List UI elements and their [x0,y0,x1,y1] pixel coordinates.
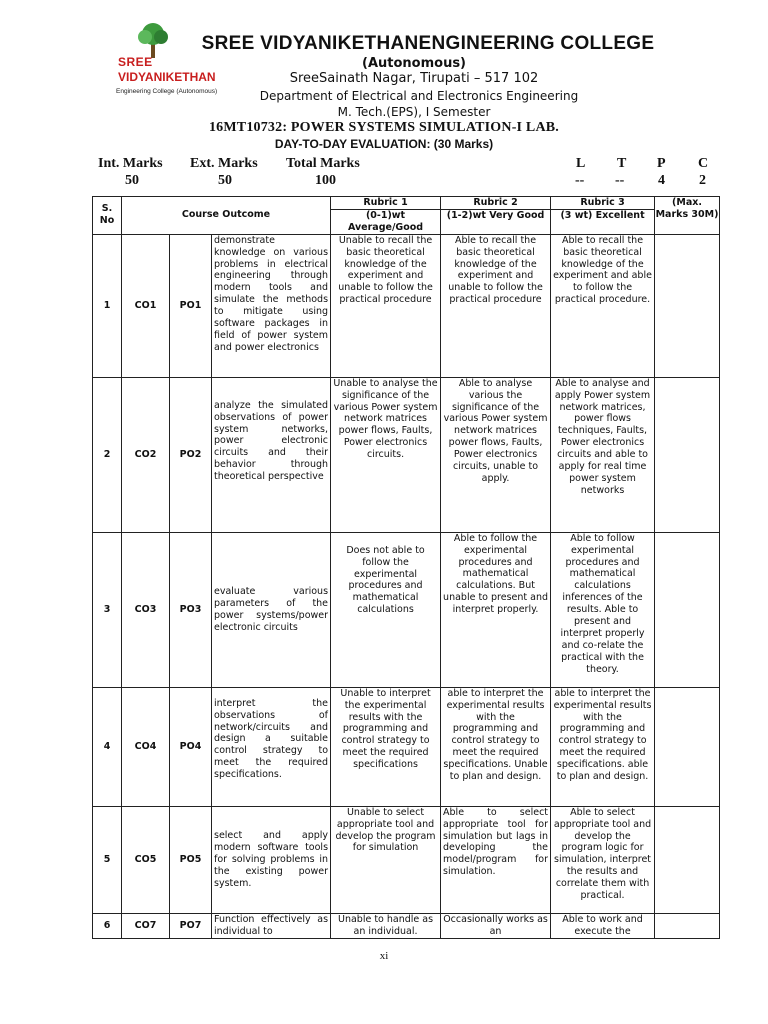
t-label: T [617,156,627,171]
p-label: P [657,156,666,171]
rubric-table [92,196,720,939]
outcome-cell: demonstrate knowledge on various problems in electrical engineering through modern tools and simulate the methods to mitigate using software packages in field of power system and power electronics [212,234,331,377]
max-marks-cell [655,234,720,377]
rubric1-cell: Does not able to follow the experimental procedures and mathematical calculations [331,532,441,687]
co-cell: CO1 [122,234,170,377]
semester-label: M. Tech.(EPS), I Semester [337,105,491,119]
rubric2-header [441,197,551,235]
max-marks-cell [655,687,720,806]
rubric1-cell: Unable to analyse the significance of the various Power system network matrices power flows, Faults, Power electronics circuits. [331,377,441,532]
rubric2-cell: able to interpret the experimental results with the programming and control strategy to meet the required specifications. Unable to plan and design. [441,687,551,806]
l-value: -- [575,173,585,188]
evaluation-title: DAY-TO-DAY EVALUATION: (30 Marks) [274,137,494,151]
college-address: SreeSainath Nagar, Tirupati – 517 102 [289,71,539,86]
rubric2-cell: Able to recall the basic theoretical knowledge of the experiment and unable to follow the practical procedure [441,234,551,377]
department-name: Department of Electrical and Electronics Engineering [259,89,579,103]
int-marks-value: 50 [125,173,139,188]
rubric3-cell: Able to recall the basic theoretical knowledge of the experiment and able to follow the practical procedure. [551,234,655,377]
rubric2-cell: Occasionally works as an [441,913,551,938]
ext-marks-label: Ext. Marks [190,156,258,171]
rubric1-cell: Unable to interpret the experimental results with the programming and control strategy to meet the required specifications [331,687,441,806]
ext-marks-value: 50 [218,173,232,188]
sno-cell: 3 [93,532,122,687]
logo-subtext: Engineering College (Autonomous) [116,88,218,95]
table-header-row [93,197,720,235]
table-row [93,913,720,938]
int-marks-label: Int. Marks [98,156,163,171]
po-cell: PO4 [170,687,212,806]
outcome-cell: interpret the observations of network/circuits and design a suitable control strategy to meet the required specifications. [212,687,331,806]
sno-cell: 5 [93,806,122,913]
rubric2-cell: Able to select appropriate tool for simulation but lags in developing the model/program for simulation. [441,806,551,913]
outcome-cell: Function effectively as individual to [212,913,331,938]
page-number: xi [379,950,389,962]
logo-text-line2: VIDYANIKETHAN [118,70,216,84]
po-cell: PO1 [170,234,212,377]
sno-cell: 6 [93,913,122,938]
rubric1-cell: Unable to recall the basic theoretical knowledge of the experiment and unable to follow the practical procedure [331,234,441,377]
max-marks-cell [655,532,720,687]
rubric1-name: Rubric 1 [331,197,440,210]
co-cell: CO7 [122,913,170,938]
table-row [93,806,720,913]
sno-cell: 2 [93,377,122,532]
outcome-cell: evaluate various parameters of the power systems/power electronic circuits [212,532,331,687]
po-cell: PO7 [170,913,212,938]
course-outcome-header: Course Outcome [122,197,331,235]
rubric3-detail: (3 wt) Excellent [560,209,645,221]
sno-header: S. No [93,197,122,235]
max-marks-cell [655,913,720,938]
rubric1-detail: (0-1)wt Average/Good [347,209,424,233]
co-cell: CO2 [122,377,170,532]
po-cell: PO5 [170,806,212,913]
total-marks-value: 100 [315,173,336,188]
co-cell: CO5 [122,806,170,913]
rubric3-cell: able to interpret the experimental results with the programming and control strategy to meet the required specifications. able to plan and design. [551,687,655,806]
rubric3-name: Rubric 3 [551,197,654,210]
sno-cell: 1 [93,234,122,377]
po-cell: PO2 [170,377,212,532]
course-title: 16MT10732: POWER SYSTEMS SIMULATION-I LAB. [208,120,559,135]
c-value: 2 [699,173,706,188]
rubric2-detail: (1-2)wt Very Good [446,209,545,221]
table-row [93,687,720,806]
outcome-cell: select and apply modern software tools for solving problems in the existing power system. [212,806,331,913]
table-row [93,234,720,377]
max-marks-header: (Max. Marks 30M) [655,197,720,235]
rubric3-header [551,197,655,235]
max-marks-cell [655,806,720,913]
l-label: L [576,156,586,171]
outcome-cell: analyze the simulated observations of power system networks, power electronic circuits and their behavior through theoretical perspective [212,377,331,532]
rubric1-cell: Unable to handle as an individual. [331,913,441,938]
rubric3-cell: Able to analyse and apply Power system network matrices, power flows techniques, Faults, Power electronics circuits and able to apply for real time power system networks [551,377,655,532]
co-cell: CO4 [122,687,170,806]
rubric3-cell: Able to select appropriate tool and develop the program logic for simulation, interpret the results and correlate them with practical. [551,806,655,913]
table-row [93,377,720,532]
total-marks-label: Total Marks [286,156,360,171]
sno-cell: 4 [93,687,122,806]
rubric3-cell: Able to work and execute the [551,913,655,938]
table-row [93,532,720,687]
po-cell: PO3 [170,532,212,687]
rubric2-cell: Able to follow the experimental procedures and mathematical calculations. But unable to present and interpret properly. [441,532,551,687]
rubric3-cell: Able to follow experimental procedures and mathematical calculations inferences of the results. Able to present and interpret properly and co-relate the practical with the theory. [551,532,655,687]
t-value: -- [615,173,625,188]
rubric1-cell: Unable to select appropriate tool and develop the program for simulation [331,806,441,913]
autonomous-label: (Autonomous) [362,56,466,71]
rubric2-name: Rubric 2 [441,197,550,210]
logo-text-line1: SREE [118,55,153,69]
rubric1-header [331,197,441,235]
c-label: C [698,156,709,171]
rubric2-cell: Able to analyse various the significance of the various Power system network matrices power flows, Faults, Power electronics circuits, unable to apply. [441,377,551,532]
co-cell: CO3 [122,532,170,687]
college-name: SREE VIDYANIKETHANENGINEERING COLLEGE [201,33,655,54]
p-value: 4 [658,173,665,188]
max-marks-cell [655,377,720,532]
